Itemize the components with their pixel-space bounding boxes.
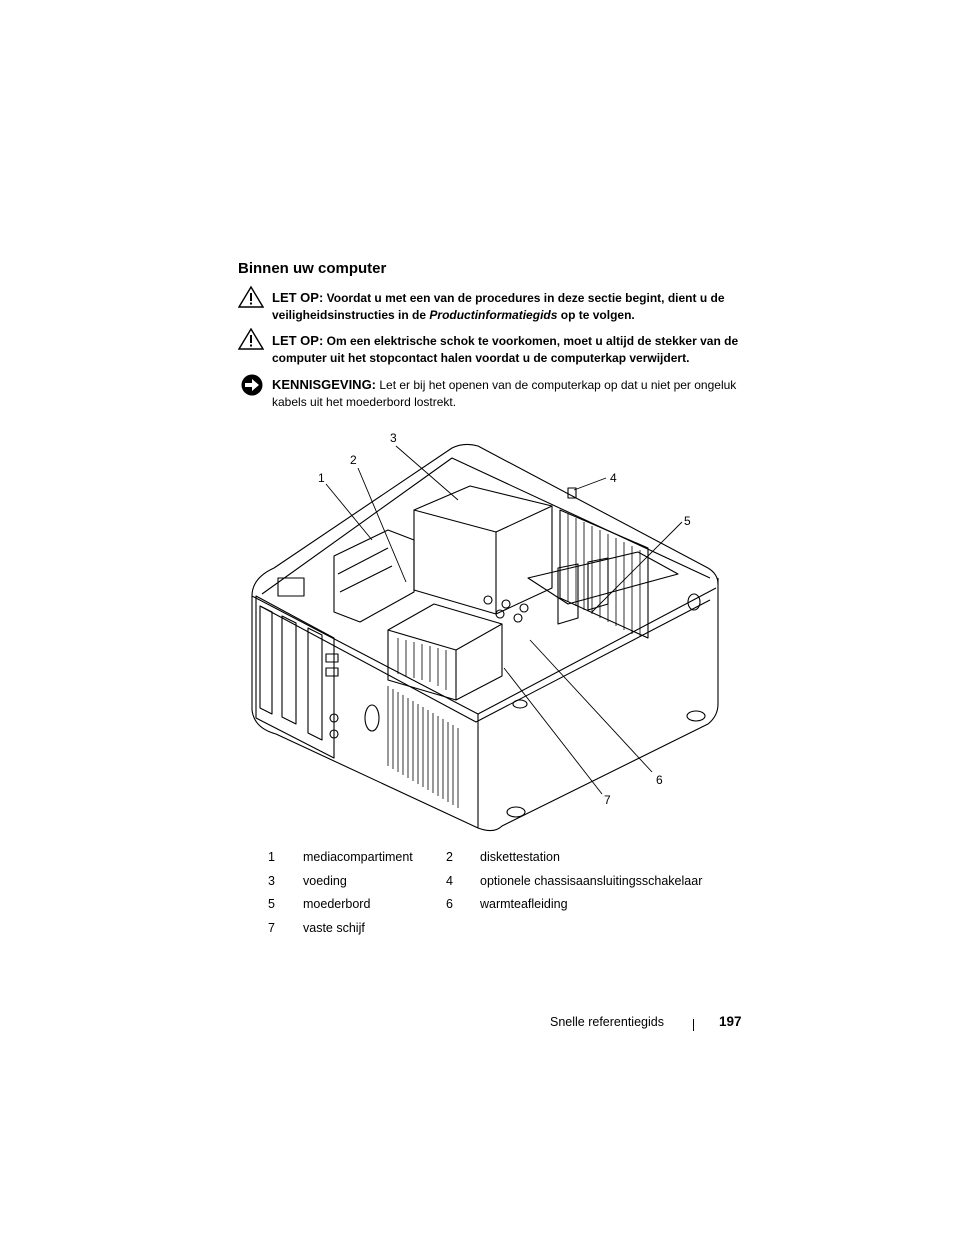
legend-row (262, 897, 742, 921)
legend-label: voeding (303, 873, 347, 888)
legend-number: 2 (446, 850, 453, 864)
legend-number: 3 (268, 873, 275, 888)
notice-arrow-icon (240, 373, 264, 397)
legend-label: diskettestation (480, 850, 560, 864)
legend-label: vaste schijf (303, 920, 365, 935)
caution-text: Voordat u met een van de procedures in deze sectie begint, dient u de veiligheidsinstructies in de (272, 291, 725, 322)
legend-label: warmteafleiding (480, 897, 568, 911)
figure-legend (262, 850, 742, 944)
footer-guide-name: Snelle referentiegids (550, 1015, 664, 1029)
page-number: 197 (719, 1014, 742, 1029)
warning-triangle-icon (238, 328, 264, 350)
legend-label: optionele chassisaansluitingsschakelaar (480, 873, 703, 888)
warning-triangle-icon (238, 286, 264, 308)
callout-4: 4 (610, 471, 617, 485)
caution-label: LET OP: (272, 290, 324, 305)
legend-label: mediacompartiment (303, 850, 413, 864)
legend-row (262, 850, 742, 874)
computer-chassis-drawing (238, 428, 738, 848)
legend-number: 6 (446, 897, 453, 911)
caution-emphasis: Productinformatiegids (429, 308, 558, 322)
legend-number: 1 (268, 850, 275, 864)
callout-1: 1 (318, 471, 325, 485)
section-title: Binnen uw computer (238, 260, 387, 277)
caution-text: Om een elektrische schok te voorkomen, moet u altijd de stekker van de computer uit het stopcontact halen voordat u de computerkap verwijdert. (272, 334, 739, 365)
notice (238, 373, 758, 411)
footer-separator (693, 1019, 694, 1031)
computer-interior-illustration (238, 428, 738, 848)
callout-7: 7 (604, 793, 611, 807)
legend-label: moederbord (303, 897, 371, 911)
notice-text: Let er bij het openen van de computerkap op dat u niet per ongeluk kabels uit het moederbord lostrekt. (272, 378, 737, 409)
notice-label: KENNISGEVING: (272, 377, 377, 392)
legend-row (262, 921, 742, 945)
caution-label: LET OP: (272, 333, 324, 348)
legend-number: 7 (268, 920, 275, 935)
legend-number: 4 (446, 873, 453, 888)
legend-row (262, 874, 742, 898)
caution-text-end: op te volgen. (560, 308, 635, 322)
legend-number: 5 (268, 897, 275, 911)
caution-1 (238, 286, 758, 322)
callout-5: 5 (684, 514, 691, 528)
callout-3: 3 (390, 431, 397, 445)
callout-6: 6 (656, 773, 663, 787)
caution-2 (238, 328, 758, 364)
callout-2: 2 (350, 453, 357, 467)
